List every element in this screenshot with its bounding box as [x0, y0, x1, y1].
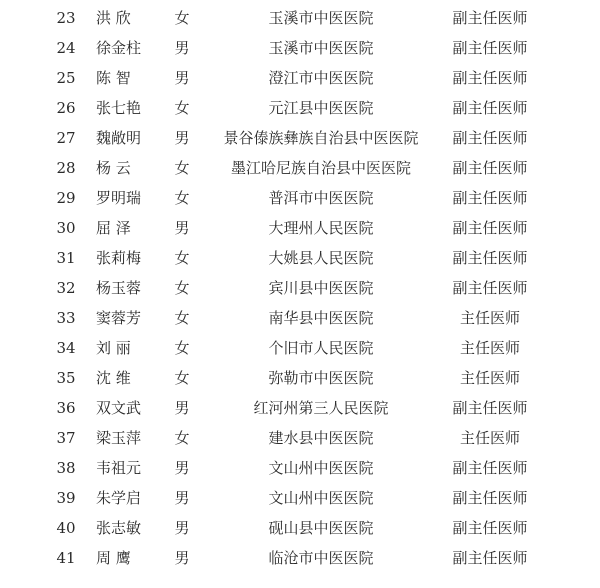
- hospital-name: 大姚县人民医院: [268, 249, 374, 267]
- doctor-name: 梁玉萍: [96, 429, 142, 447]
- hospital-name: 元江县中医医院: [268, 99, 374, 117]
- professional-title: 副主任医师: [452, 159, 528, 177]
- table-row: [0, 3, 600, 33]
- doctor-name: 朱学启: [96, 489, 142, 507]
- doctor-name: 徐金柱: [96, 39, 142, 57]
- table-row: [0, 33, 600, 63]
- hospital-name: 景谷傣族彝族自治县中医医院: [223, 129, 419, 147]
- doctor-name: 洪 欣: [96, 9, 131, 27]
- row-number: 39: [56, 489, 76, 507]
- hospital-name: 弥勒市中医医院: [268, 369, 374, 387]
- hospital-name: 玉溪市中医医院: [268, 9, 374, 27]
- row-number: 30: [56, 219, 76, 237]
- doctor-gender: 女: [174, 189, 190, 207]
- row-number: 33: [56, 309, 76, 327]
- doctor-gender: 女: [174, 429, 190, 447]
- hospital-name: 大理州人民医院: [268, 219, 374, 237]
- hospital-name: 砚山县中医医院: [268, 519, 374, 537]
- hospital-name: 澄江市中医医院: [268, 69, 374, 87]
- table-row: [0, 63, 600, 93]
- professional-title: 副主任医师: [452, 129, 528, 147]
- row-number: 24: [56, 39, 76, 57]
- doctor-gender: 女: [174, 99, 190, 117]
- doctor-name: 屈 泽: [96, 219, 131, 237]
- table-row: [0, 93, 600, 123]
- table-row: [0, 453, 600, 483]
- doctor-name: 张莉梅: [96, 249, 142, 267]
- doctor-name: 杨 云: [96, 159, 131, 177]
- doctor-gender: 男: [174, 219, 190, 237]
- doctor-name: 张七艳: [96, 99, 142, 117]
- row-number: 27: [56, 129, 76, 147]
- table-row: [0, 423, 600, 453]
- doctor-gender: 女: [174, 279, 190, 297]
- professional-title: 主任医师: [459, 309, 520, 327]
- hospital-name: 文山州中医医院: [268, 489, 374, 507]
- doctor-name: 韦祖元: [96, 459, 142, 477]
- row-number: 35: [56, 369, 76, 387]
- row-number: 41: [56, 549, 76, 567]
- hospital-name: 墨江哈尼族自治县中医医院: [230, 159, 411, 177]
- doctor-name: 双文武: [96, 399, 142, 417]
- hospital-name: 个旧市人民医院: [268, 339, 374, 357]
- professional-title: 副主任医师: [452, 39, 528, 57]
- row-number: 38: [56, 459, 76, 477]
- row-number: 23: [56, 9, 76, 27]
- professional-title: 副主任医师: [452, 459, 528, 477]
- professional-title: 副主任医师: [452, 519, 528, 537]
- row-number: 37: [56, 429, 76, 447]
- professional-title: 副主任医师: [452, 219, 528, 237]
- doctor-gender: 女: [174, 339, 190, 357]
- table-row: [0, 513, 600, 543]
- hospital-name: 文山州中医医院: [268, 459, 374, 477]
- professional-title: 副主任医师: [452, 69, 528, 87]
- professional-title: 副主任医师: [452, 489, 528, 507]
- table-row: [0, 543, 600, 573]
- doctor-gender: 女: [174, 249, 190, 267]
- professional-title: 副主任医师: [452, 189, 528, 207]
- professional-title: 副主任医师: [452, 279, 528, 297]
- row-number: 28: [56, 159, 76, 177]
- doctor-gender: 女: [174, 309, 190, 327]
- table-row: [0, 363, 600, 393]
- doctor-name: 窦蓉芳: [96, 309, 142, 327]
- table-row: [0, 483, 600, 513]
- doctor-name: 张志敏: [96, 519, 142, 537]
- row-number: 40: [56, 519, 76, 537]
- table-row: [0, 153, 600, 183]
- professional-title: 副主任医师: [452, 399, 528, 417]
- doctor-gender: 男: [174, 69, 190, 87]
- table-row: [0, 273, 600, 303]
- doctor-gender: 男: [174, 519, 190, 537]
- doctor-gender: 女: [174, 9, 190, 27]
- doctor-name: 陈 智: [96, 69, 131, 87]
- hospital-name: 宾川县中医医院: [268, 279, 374, 297]
- doctor-gender: 男: [174, 489, 190, 507]
- row-number: 32: [56, 279, 76, 297]
- hospital-name: 建水县中医医院: [268, 429, 374, 447]
- table-row: [0, 333, 600, 363]
- row-number: 34: [56, 339, 76, 357]
- row-number: 29: [56, 189, 76, 207]
- doctor-name: 罗明瑞: [96, 189, 142, 207]
- row-number: 26: [56, 99, 76, 117]
- table-row: [0, 123, 600, 153]
- professional-title: 副主任医师: [452, 549, 528, 567]
- professional-title: 副主任医师: [452, 99, 528, 117]
- professional-title: 主任医师: [459, 369, 520, 387]
- professional-title: 主任医师: [459, 339, 520, 357]
- table-row: [0, 393, 600, 423]
- professional-title: 副主任医师: [452, 9, 528, 27]
- doctor-gender: 男: [174, 549, 190, 567]
- table-row: [0, 213, 600, 243]
- table-row: [0, 243, 600, 273]
- doctor-gender: 男: [174, 459, 190, 477]
- hospital-name: 普洱市中医医院: [268, 189, 374, 207]
- row-number: 31: [56, 249, 76, 267]
- doctor-gender: 女: [174, 369, 190, 387]
- doctor-name: 刘 丽: [96, 339, 131, 357]
- doctor-gender: 男: [174, 399, 190, 417]
- hospital-name: 南华县中医医院: [268, 309, 374, 327]
- row-number: 36: [56, 399, 76, 417]
- doctor-gender: 男: [174, 129, 190, 147]
- doctor-name: 沈 维: [96, 369, 131, 387]
- professional-title: 主任医师: [459, 429, 520, 447]
- hospital-name: 临沧市中医医院: [268, 549, 374, 567]
- hospital-name: 玉溪市中医医院: [268, 39, 374, 57]
- table-row: [0, 303, 600, 333]
- row-number: 25: [56, 69, 76, 87]
- doctor-name: 魏敞明: [96, 129, 142, 147]
- doctor-gender: 女: [174, 159, 190, 177]
- doctor-name: 杨玉蓉: [96, 279, 142, 297]
- table-row: [0, 183, 600, 213]
- doctor-gender: 男: [174, 39, 190, 57]
- hospital-name: 红河州第三人民医院: [253, 399, 389, 417]
- professional-title: 副主任医师: [452, 249, 528, 267]
- doctor-name: 周 鹰: [96, 549, 131, 567]
